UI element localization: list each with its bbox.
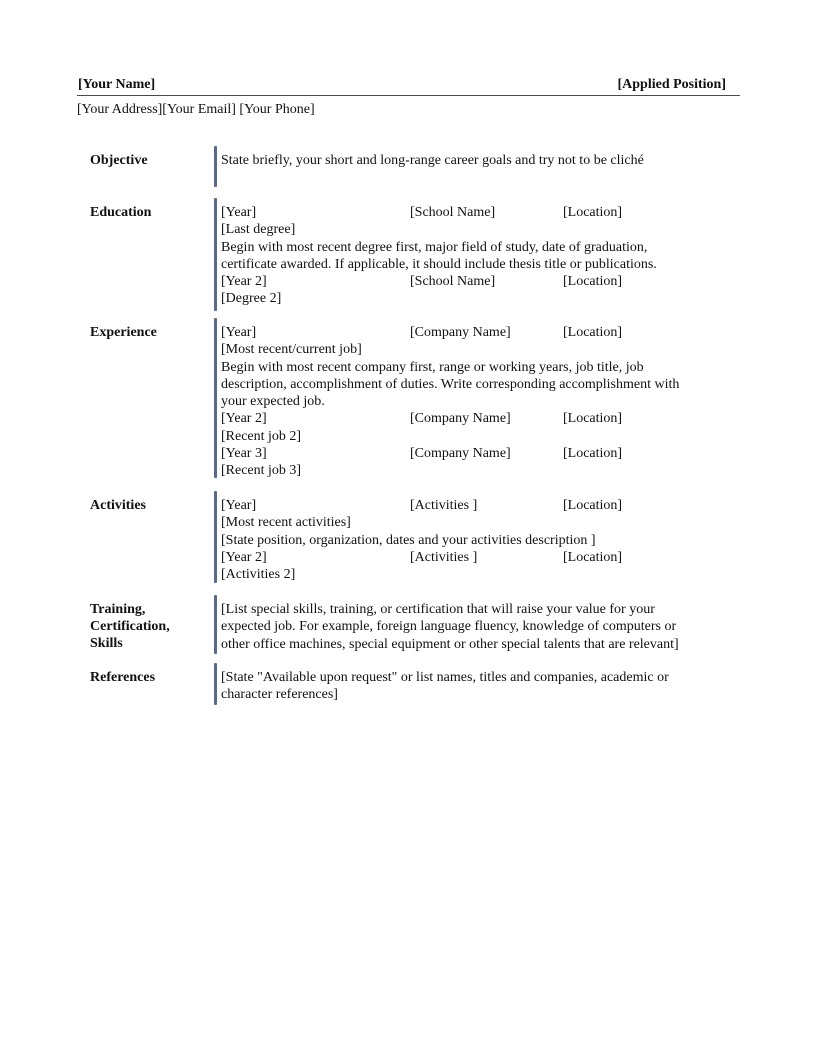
- education-entry-row: [221, 273, 721, 290]
- activities-description: [State position, organization, dates and your activities description ]: [221, 532, 596, 548]
- contact-info: [Your Address][Your Email] [Your Phone]: [77, 102, 315, 117]
- experience-job: [Most recent/current job]: [221, 342, 362, 358]
- activities-location: [Location]: [563, 498, 623, 513]
- experience-entry-row: [221, 445, 721, 462]
- section-rule: [214, 595, 217, 654]
- section-label-training: [90, 601, 200, 652]
- activities-body: [214, 497, 721, 583]
- experience-description-line: Begin with most recent company first, range or working years, job title, job: [221, 359, 644, 375]
- education-year: [Year 2]: [221, 274, 267, 290]
- experience-description-line: description, accomplishment of duties. Write corresponding accomplishment with: [221, 376, 680, 392]
- experience-location: [Location]: [563, 411, 623, 427]
- experience-company: [Company Name]: [410, 446, 511, 462]
- references-text-line: character references]: [221, 687, 338, 703]
- experience-company: [Company Name]: [410, 411, 511, 427]
- experience-description-line: your expected job.: [221, 394, 325, 410]
- experience-entry-row: [221, 410, 721, 427]
- section-label-education: Education: [90, 205, 152, 220]
- section-rule: [214, 663, 217, 705]
- applicant-name: [Your Name]: [78, 77, 156, 92]
- section-rule: [214, 146, 217, 187]
- education-body: [214, 204, 721, 308]
- activities-year: [Year]: [221, 498, 257, 513]
- applied-position: [Applied Position]: [617, 77, 726, 92]
- activities-entry-row: [221, 549, 721, 566]
- references-body: [214, 669, 721, 704]
- experience-company: [Company Name]: [410, 325, 511, 340]
- experience-location: [Location]: [563, 446, 623, 462]
- section-rule: [214, 491, 217, 583]
- activities-entry-row: [221, 497, 721, 514]
- education-school: [School Name]: [410, 274, 496, 290]
- education-school: [School Name]: [410, 205, 496, 220]
- education-location: [Location]: [563, 205, 623, 220]
- training-text-line: expected job. For example, foreign language fluency, knowledge of computers or: [221, 619, 677, 635]
- experience-body: [214, 324, 721, 480]
- education-description-line: certificate awarded. If applicable, it should include thesis title or publications.: [221, 256, 657, 272]
- experience-entry-row: [221, 324, 721, 341]
- section-label-line: Certification,: [90, 619, 170, 634]
- activities-year: [Year 2]: [221, 549, 267, 565]
- activities-name: [Activities ]: [410, 498, 478, 513]
- activities-location: [Location]: [563, 549, 623, 565]
- section-label-line: Skills: [90, 636, 123, 651]
- experience-year: [Year]: [221, 325, 257, 340]
- experience-job: [Recent job 3]: [221, 463, 302, 479]
- section-label-references: References: [90, 670, 156, 685]
- resume-header: [77, 76, 740, 96]
- education-degree: [Last degree]: [221, 222, 296, 238]
- experience-year: [Year 3]: [221, 446, 267, 462]
- education-degree: [Degree 2]: [221, 291, 282, 307]
- education-location: [Location]: [563, 274, 623, 290]
- education-entry-row: [221, 204, 721, 221]
- section-rule: [214, 318, 217, 478]
- references-text-line: [State "Available upon request" or list names, titles and companies, academic or: [221, 670, 669, 685]
- education-year: [Year]: [221, 205, 257, 220]
- section-rule: [214, 198, 217, 311]
- section-label-line: Training,: [90, 602, 146, 617]
- activities-name: [Activities ]: [410, 549, 478, 565]
- training-text-line: other office machines, special equipment or other special talents that are relevant]: [221, 636, 679, 652]
- section-label-objective: Objective: [90, 153, 148, 168]
- experience-year: [Year 2]: [221, 411, 267, 427]
- activities-title: [Activities 2]: [221, 567, 296, 583]
- experience-job: [Recent job 2]: [221, 428, 302, 444]
- activities-title: [Most recent activities]: [221, 515, 351, 531]
- experience-location: [Location]: [563, 325, 623, 340]
- objective-body: [214, 152, 721, 169]
- training-body: [214, 601, 721, 653]
- section-label-experience: Experience: [90, 325, 157, 340]
- training-text-line: [List special skills, training, or certification that will raise your value for your: [221, 602, 655, 617]
- objective-text: State briefly, your short and long-range career goals and try not to be cliché: [221, 153, 644, 168]
- education-description-line: Begin with most recent degree first, major field of study, date of graduation,: [221, 239, 648, 255]
- section-label-activities: Activities: [90, 498, 146, 513]
